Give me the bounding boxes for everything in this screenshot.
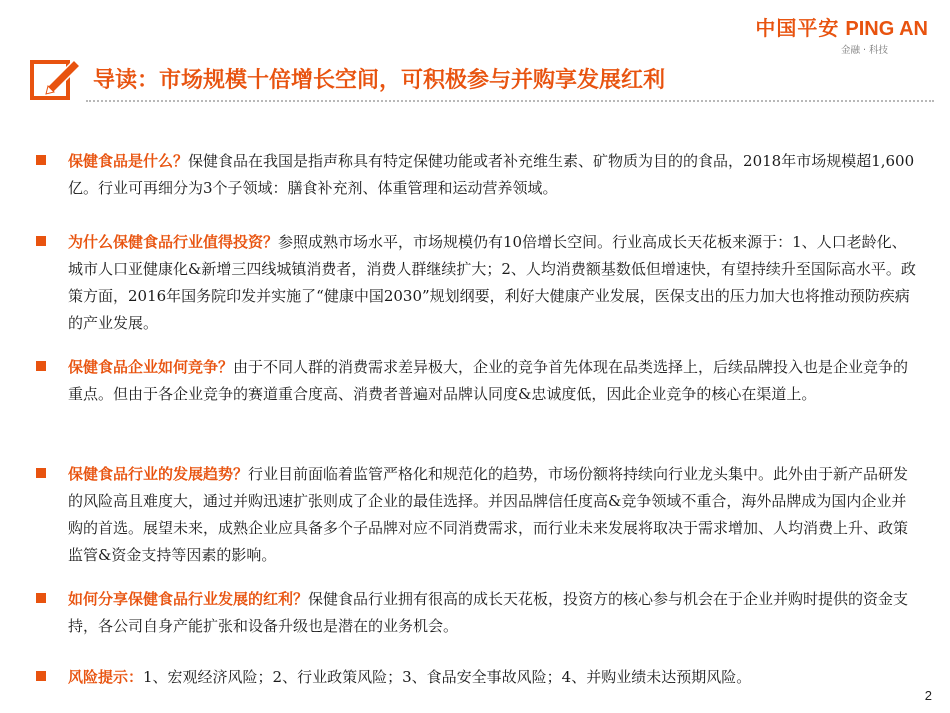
- logo-wordmark: [755, 12, 928, 41]
- page-title: 导读：市场规模十倍增长空间，可积极参与并购享发展红利: [93, 67, 666, 93]
- item-paragraph: [68, 229, 920, 337]
- title-divider: [86, 100, 934, 102]
- pencil-note-icon: [30, 56, 82, 102]
- item-text: 1、宏观经济风险；2、行业政策风险；3、食品安全事故风险；4、并购业绩未达预期风险。: [143, 668, 752, 686]
- square-bullet-icon: [36, 236, 46, 246]
- square-bullet-icon: [36, 593, 46, 603]
- list-item: [30, 229, 920, 337]
- logo-en: PING AN: [845, 18, 928, 40]
- item-paragraph: [68, 586, 920, 640]
- item-heading: 为什么保健食品行业值得投资？: [68, 233, 279, 251]
- logo-tagline: 金融 · 科技: [840, 45, 888, 56]
- item-heading: 如何分享保健食品行业发展的红利？: [68, 590, 309, 608]
- item-paragraph: [68, 461, 920, 569]
- pingan-logo: [755, 12, 928, 56]
- item-paragraph: [68, 664, 920, 691]
- item-heading: 保健食品行业的发展趋势？: [68, 465, 249, 483]
- item-text: 行业目前面临着监管严格化和规范化的趋势，市场份额将持续向行业龙头集中。此外由于新产品研发的风险高且难度大，通过并购迅速扩张则成了企业的最佳选择。并因品牌信任度高&竞争领域不重合，海外品牌成为国内企业并购的首选。展望未来，成熟企业应具备多个子品牌对应不同消费需求，而行业未来发展将取决于需求增加、人均消费上升、政策监管&资金支持等因素的影响。: [68, 465, 909, 564]
- item-heading: 保健食品企业如何竞争？: [68, 358, 234, 376]
- square-bullet-icon: [36, 155, 46, 165]
- item-text: 由于不同人群的消费需求差异极大，企业的竞争首先体现在品类选择上，后续品牌投入也是企业竞争的重点。但由于各企业竞争的赛道重合度高、消费者普遍对品牌认同度&忠诚度低，因此企业竞争的核心在渠道上。: [68, 358, 909, 403]
- item-text: 保健食品在我国是指声称具有特定保健功能或者补充维生素、矿物质为目的的食品，2018年市场规模超1,600亿。行业可再细分为3个子领域：膳食补充剂、体重管理和运动营养领域。: [68, 152, 915, 197]
- item-paragraph: [68, 354, 920, 408]
- item-heading: 保健食品是什么？: [68, 152, 189, 170]
- item-paragraph: [68, 148, 920, 202]
- list-item: [30, 354, 920, 408]
- square-bullet-icon: [36, 468, 46, 478]
- list-item: [30, 664, 920, 691]
- square-bullet-icon: [36, 361, 46, 371]
- list-item: [30, 586, 920, 640]
- item-text: 参照成熟市场水平，市场规模仍有10倍增长空间。行业高成长天花板来源于：1、人口老龄化、城市人口亚健康化&新增三四线城镇消费者，消费人群继续扩大；2、人均消费额基数低但增速快，有望持续升至国际高水平。政策方面，2016年国务院印发并实施了“健康中国2030”规划纲要，利好大健康产业发展，医保支出的压力加大也将推动预防疾病的产业发展。: [68, 233, 916, 332]
- square-bullet-icon: [36, 671, 46, 681]
- list-item: [30, 461, 920, 569]
- list-item: [30, 148, 920, 202]
- logo-cn: 中国平安: [755, 16, 840, 40]
- item-text: 保健食品行业拥有很高的成长天花板，投资方的核心参与机会在于企业并购时提供的资金支持，各公司自身产能扩张和设备升级也是潜在的业务机会。: [68, 590, 909, 635]
- page-number: 2: [924, 688, 932, 703]
- item-heading: 风险提示：: [68, 668, 144, 686]
